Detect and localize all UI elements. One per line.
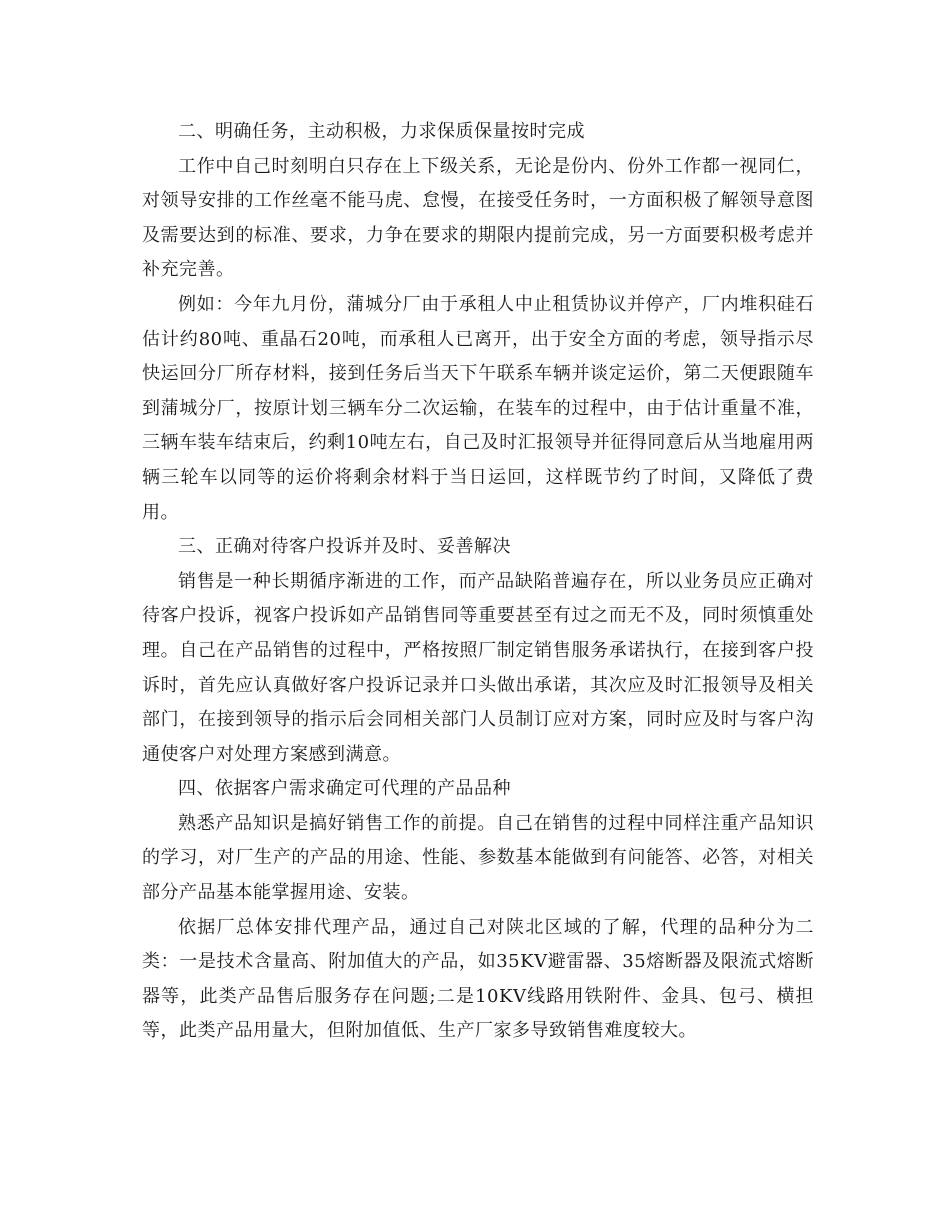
section-heading-2: 二、明确任务，主动积极，力求保质保量按时完成 — [178, 121, 585, 142]
section-heading-4: 四、依据客户需求确定可代理的产品品种 — [178, 778, 511, 800]
section-heading-3: 三、正确对待客户投诉并及时、妥善解决 — [178, 536, 511, 558]
paragraph: 工作中自己时刻明白只存在上下级关系，无论是份内、份外工作都一视同仁，对领导安排的工作丝毫不能马虎、怠慢，在接受任务时，一方面积极了解领导意图及需要达到的标准、要求，力争在要求的期限内提前完成，另一方面要积极考虑并补充完善。 — [142, 155, 814, 281]
document-body — [142, 115, 814, 1049]
paragraph: 熟悉产品知识是搞好销售工作的前提。自己在销售的过程中同样注重产品知识的学习，对厂生产的产品的用途、性能、参数基本能做到有问能答、必答，对相关部分产品基本能掌握用途、安装。 — [142, 812, 814, 904]
paragraph: 销售是一种长期循序渐进的工作，而产品缺陷普遍存在，所以业务员应正确对待客户投诉，视客户投诉如产品销售同等重要甚至有过之而无不及，同时须慎重处理。自己在产品销售的过程中，严格按照厂制定销售服务承诺执行，在接到客户投诉时，首先应认真做好客户投诉记录并口头做出承诺，其次应及时汇报领导及相关部门，在接到领导的指示后会同相关部门人员制订应对方案，同时应及时与客户沟通使客户对处理方案感到满意。 — [142, 570, 814, 765]
paragraph: 依据厂总体安排代理产品，通过自己对陕北区域的了解，代理的品种分为二类：一是技术含量高、附加值大的产品，如35KV避雷器、35熔断器及限流式熔断器等，此类产品售后服务存在问题;二是10KV线路用铁附件、金具、包弓、横担等，此类产品用量大，但附加值低、生产厂家多导致销售难度较大。 — [142, 916, 814, 1042]
paragraph: 例如：今年九月份，蒲城分厂由于承租人中止租赁协议并停产，厂内堆积硅石估计约80吨、重晶石20吨，而承租人已离开，出于安全方面的考虑，领导指示尽快运回分厂所存材料，接到任务后当天下午联系车辆并谈定运价，第二天便跟随车到蒲城分厂，按原计划三辆车分二次运输，在装车的过程中，由于估计重量不准，三辆车装车结束后，约剩10吨左右，自己及时汇报领导并征得同意后从当地雇用两辆三轮车以同等的运价将剩余材料于当日运回，这样既节约了时间，又降低了费用。 — [142, 293, 814, 523]
